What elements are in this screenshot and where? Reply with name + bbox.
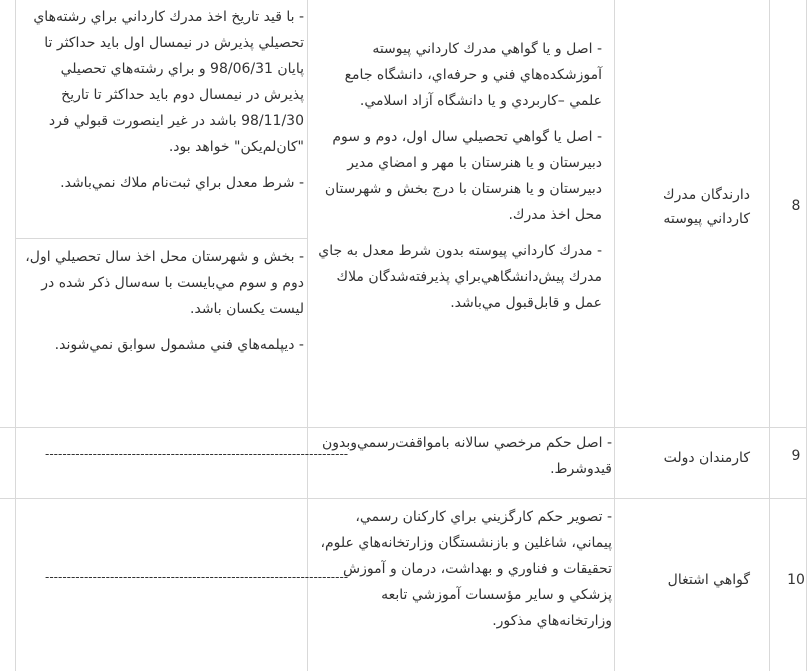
- note-item: - ديپلمه‌هاي فني مشمول سوابق نمي‌شوند.: [54, 337, 304, 353]
- column-border: [15, 0, 16, 671]
- note-item: - شرط معدل براي ثبت‌نام ملاك نمي‌باشد.: [60, 175, 304, 191]
- row-border: [0, 498, 807, 499]
- doc-item: - اصل حكم مرخصي سالانه بامواقفت‌رسمي‌وبدون قيدوشرط.: [321, 435, 612, 477]
- note-item: - بخش و شهرستان محل اخذ سال تحصيلي اول، دوم و سوم مي‌بايست با سه‌سال ذكر شده در ليست يكسان باشد.: [25, 249, 304, 317]
- doc-item: - مدرك كارداني پيوسته بدون شرط معدل به جاي مدرك پيش‌دانشگاهي‌براي پذيرفته‌شدگان ملاك عمل و قابل‌قبول مي‌باشد.: [318, 243, 602, 311]
- note-item: - با قيد تاريخ اخذ مدرك كارداني براي رشته‌هاي تحصيلي پذيرش در نيمسال اول بايد حداكثر تا پايان 98/06/31 و براي رشته‌هاي تحصيلي پذيرش در نيمسال دوم بايد حداكثر تا تاريخ 98/11/30 باشد در غير اينصورت قبولي فرد "كان‌لم‌يكن" خواهد بود.: [33, 9, 304, 155]
- row-number: 10: [787, 572, 805, 588]
- row-number: 8: [791, 198, 801, 214]
- column-border: [769, 0, 770, 671]
- docs-cell: [316, 430, 612, 492]
- row-number: 9: [791, 448, 801, 464]
- column-border: [614, 0, 615, 671]
- docs-cell: [316, 36, 602, 326]
- doc-item: - تصوير حكم كارگزيني براي كاركنان رسمي، پيماني، شاغلين و بازنشستگان وزارتخانه‌هاي علوم، تحقيقات و فناوري و بهداشت، درمان و آموزش پزشكي و ساير مؤسسات آموزشي تابعه وزارتخانه‌هاي مذكور.: [320, 509, 612, 629]
- row-border: [0, 427, 807, 428]
- notes-divider: [15, 238, 307, 239]
- row-title: گواهي اشتغال: [667, 572, 750, 588]
- docs-cell: [316, 504, 612, 644]
- empty-notes: ----------------------------------------------------------------------: [45, 447, 349, 461]
- empty-notes: ----------------------------------------------------------------------: [45, 570, 349, 584]
- notes-cell: [22, 244, 304, 368]
- row-title: دارندگان مدرك كارداني پيوسته: [663, 187, 750, 227]
- row-title: كارمندان دولت: [663, 450, 750, 466]
- doc-item: - اصل و يا گواهي مدرك كارداني پيوسته آموزشكده‌هاي فني و حرفه‌اي، دانشگاه جامع علمي –كاربردي و يا دانشگاه آزاد اسلامي.: [344, 41, 602, 109]
- notes-cell: [22, 4, 304, 206]
- doc-item: - اصل يا گواهي تحصيلي سال اول، دوم و سوم دبيرستان و يا هنرستان با مهر و امضاي مدير دبيرستان و يا هنرستان با درج بخش و شهرستان محل اخذ مدرك.: [324, 129, 602, 223]
